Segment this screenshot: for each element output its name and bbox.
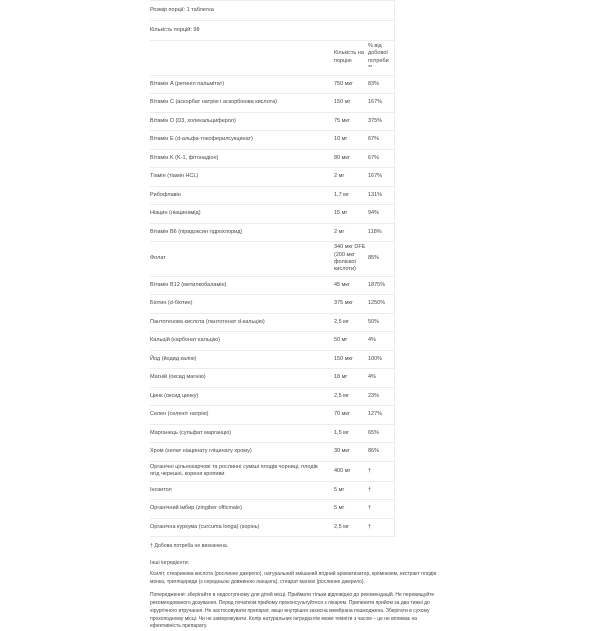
nutrient-daily-value: 1875%: [368, 281, 386, 288]
nutrient-daily-value: 100%: [368, 355, 383, 362]
nutrient-daily-value: 86%: [368, 448, 380, 455]
nutrient-daily-value: 4%: [368, 374, 376, 381]
column-header-amount: Кількість на порцію: [334, 50, 364, 64]
nutrient-amount: 45 мкг: [334, 281, 350, 288]
nutrient-label: Вітамін A (ретиніл пальмітат): [150, 80, 225, 87]
nutrient-daily-value: 83%: [368, 80, 380, 87]
nutrient-label: Цинк (оксид цинку): [150, 392, 199, 399]
nutrient-label: Марганець (сульфат марганцю): [150, 429, 232, 436]
column-header-daily-value: % від добової потреби **: [368, 43, 389, 72]
nutrient-label: Тіамін (тіамін HCL): [150, 173, 199, 180]
nutrient-amount: 150 мкг: [334, 355, 353, 362]
nutrient-amount: 2 мг: [334, 228, 345, 235]
table-row: [150, 500, 394, 519]
nutrient-label: Інозитол: [150, 486, 172, 493]
nutrient-daily-value: †: [368, 505, 372, 512]
daily-value-footnote: † Добова потреба не визначена.: [150, 543, 229, 550]
nutrient-label: Кальцій (карбонат кальцію): [150, 337, 221, 344]
nutrient-label: Рибофлавін: [150, 191, 181, 198]
table-row: [150, 519, 394, 538]
table-row: [150, 482, 394, 501]
table-row: [150, 94, 394, 113]
nutrient-daily-value: 118%: [368, 228, 382, 235]
nutrient-daily-value: 167%: [368, 99, 383, 106]
nutrient-daily-value: 67%: [368, 154, 380, 161]
nutrient-amount: 50 мг: [334, 337, 348, 344]
table-row: [150, 168, 394, 187]
nutrient-label: Селен (селеніт натрію): [150, 411, 209, 418]
table-row: [150, 369, 394, 388]
nutrient-daily-value: 65%: [368, 429, 380, 436]
nutrient-daily-value: 94%: [368, 210, 380, 217]
nutrient-daily-value: 4%: [368, 337, 376, 344]
nutrient-label: Магній (оксид магнію): [150, 374, 206, 381]
nutrient-label: Йод (йодид калію): [150, 355, 197, 362]
table-row: [150, 462, 394, 482]
nutrient-daily-value: 50%: [368, 318, 380, 325]
nutrient-daily-value: 23%: [368, 392, 380, 399]
table-row: [150, 388, 394, 407]
serving-size-row: [150, 1, 394, 21]
nutrient-label: Органічний імбир (zingiber officinale): [150, 505, 242, 512]
other-ingredients-text: Ксиліт, стеаринова кислота (рослинне джерело), натуральний змішаний ягідний ароматизатор, кремнезем, екстракт плодів монка, тригліцериди (з середньою довжиною ланцюга), стеарат магнію (рослинне джерело).: [150, 570, 437, 585]
nutrient-amount: 2 мг: [334, 173, 345, 180]
nutrient-amount: 2,5 мг: [334, 318, 349, 325]
nutrient-daily-value: 127%: [368, 411, 383, 418]
nutrient-label: Вітамін B12 (метилкобаламін): [150, 281, 227, 288]
nutrient-amount: 750 мкг: [334, 80, 353, 87]
nutrient-rows: [150, 76, 394, 538]
nutrient-amount: 18 мг: [334, 374, 348, 381]
table-header-row: [150, 41, 394, 76]
table-row: [150, 406, 394, 425]
table-row: [150, 314, 394, 333]
nutrient-amount: 15 мг: [334, 210, 348, 217]
table-row: [150, 332, 394, 351]
table-row: [150, 443, 394, 462]
table-footer: [150, 543, 448, 631]
nutrient-label: Органічна куркума (curcuma longa) (корінь): [150, 523, 260, 530]
nutrient-label: Вітамін K (K-1, фітонадіон): [150, 154, 219, 161]
nutrient-label: Хром (хелат ніацинату гліцинату хрому): [150, 448, 252, 455]
nutrient-label: Вітамін B6 (піридоксин гідрохлорид): [150, 228, 243, 235]
nutrient-label: Вітамін E (d-альфа-токоферилсукцинат): [150, 136, 253, 143]
table-row: [150, 277, 394, 296]
nutrient-label: Фолат: [150, 255, 166, 262]
nutrient-daily-value: 67%: [368, 136, 380, 143]
nutrient-amount: 375 мкг: [334, 300, 353, 307]
nutrient-daily-value: †: [368, 486, 372, 493]
nutrient-daily-value: 85%: [368, 255, 380, 262]
nutrient-amount: 70 мкг: [334, 411, 350, 418]
nutrient-label: Вітамін D (D3, холекальциферол): [150, 117, 236, 124]
nutrient-amount: 150 мг: [334, 99, 351, 106]
servings-per-container-text: Кількість порцій: 98: [150, 26, 200, 33]
table-row: [150, 205, 394, 224]
nutrient-daily-value: 131%: [368, 191, 383, 198]
table-row: [150, 295, 394, 314]
nutrient-daily-value: 167%: [368, 173, 383, 180]
serving-size-text: Розмір порції: 1 таблетка: [150, 6, 214, 13]
table-row: [150, 242, 394, 277]
nutrient-amount: 80 мкг: [334, 154, 350, 161]
supplement-facts-section: [150, 0, 450, 631]
table-row: [150, 150, 394, 169]
nutrient-label: Ніацин (ніацинамід): [150, 210, 201, 217]
nutrient-amount: 5 мг: [334, 505, 345, 512]
nutrient-amount: 340 мкг DFE (200 мкг фолієвої кислоти): [334, 244, 366, 273]
nutrient-daily-value: 375%: [368, 117, 383, 124]
table-row: [150, 76, 394, 95]
nutrient-label: Вітамін C (аскорбат натрію і аскорбінова кислота): [150, 99, 277, 106]
nutrient-amount: 1,5 мг: [334, 429, 349, 436]
table-row: [150, 113, 394, 132]
servings-per-container-row: [150, 21, 394, 41]
table-row: [150, 131, 394, 150]
table-row: [150, 224, 394, 243]
supplement-facts-table: [150, 0, 395, 537]
nutrient-amount: 400 мг: [334, 467, 351, 474]
nutrient-amount: 5 мг: [334, 486, 345, 493]
other-ingredients-title: Інші інгредієнти:: [150, 559, 190, 566]
nutrient-daily-value: †: [368, 523, 372, 530]
table-row: [150, 187, 394, 206]
nutrient-amount: 75 мкг: [334, 117, 350, 124]
nutrient-label: Органічні цільнохарчові та рослинні суміші плодів чорниці, плодів ягід черешні, кореня кропиви: [150, 463, 318, 478]
nutrient-amount: 1,7 мг: [334, 191, 349, 198]
nutrient-label: Пантотенова кислота (пантотенат d-кальцію): [150, 318, 265, 325]
nutrient-amount: 2,5 мг: [334, 392, 349, 399]
nutrient-amount: 2,5 мг: [334, 523, 349, 530]
warning-text: Попередження: зберігайте в недоступному для дітей місці. Приймати тільки відповідно до рекомендацій. Не перевищуйте рекомендованого дозування. Перед початком прийому проконсультуйтеся з лікарем. Припинити прийом за два тижні до хірургічного втручання. Не застосовувати препарат, якщо внутрішня захисна мембрана пошкоджена. Зберігати в сухому прохолодному місці. Чи не заморожувати. Колір натуральних інгредієнтів може темніти з часом – це не впливає на ефективність препарату.: [150, 592, 435, 630]
table-row: [150, 351, 394, 370]
nutrient-label: Біотин (d-біотин): [150, 300, 193, 307]
nutrient-daily-value: 1250%: [368, 300, 386, 307]
table-row: [150, 425, 394, 444]
nutrient-daily-value: †: [368, 467, 372, 474]
nutrient-amount: 10 мг: [334, 136, 348, 143]
nutrient-amount: 30 мкг: [334, 448, 350, 455]
